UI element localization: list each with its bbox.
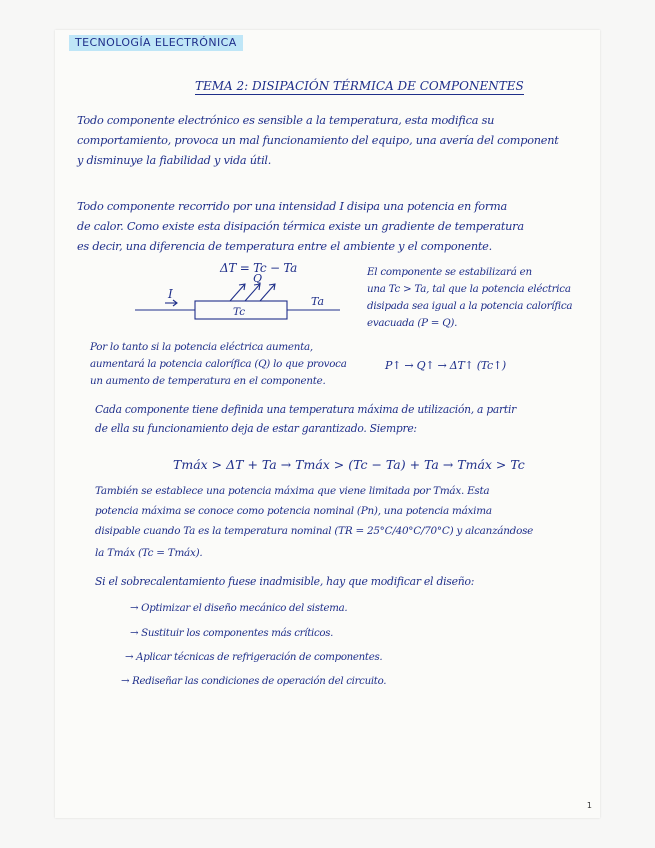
p5-line-4: la Tmáx (Tc = Tmáx). [95, 547, 203, 559]
side-note-line-1: El componente se estabilizará en [367, 266, 532, 278]
p3-line-3: un aumento de temperatura en el componente. [90, 375, 326, 387]
p5-line-3: disipable cuando Ta es la temperatura nominal (TR = 25°C/40°C/70°C) y alcanzándose [95, 525, 534, 537]
p2-line-3: es decir, una diferencia de temperatura entre el ambiente y el componente. [77, 240, 492, 253]
current-label: I [168, 287, 173, 301]
bullet-item: → Rediseñar las condiciones de operación del circuito. [121, 676, 387, 687]
page-title: TEMA 2: DISIPACIÓN TÉRMICA DE COMPONENTES [195, 79, 524, 93]
p2-line-1: Todo componente recorrido por una intensidad I disipa una potencia en forma [77, 200, 507, 213]
bullet-item: → Aplicar técnicas de refrigeración de componentes. [125, 652, 383, 663]
p5-line-2: potencia máxima se conoce como potencia nominal (Pn), una potencia máxima [95, 505, 492, 517]
heat-diagram [135, 258, 345, 328]
page-number: 1 [586, 801, 592, 810]
p5-line-1: También se establece una potencia máxima que viene limitada por Tmáx. Esta [95, 485, 490, 497]
p1-line-2: comportamiento, provoca un mal funcionamiento del equipo, una avería del component [77, 134, 559, 147]
p3-line-2: aumentará la potencia calorífica (Q) lo que provoca [90, 358, 347, 370]
heat-label: Q [253, 272, 263, 285]
p4-line-1: Cada componente tiene definida una temperatura máxima de utilización, a partir [95, 403, 516, 416]
side-note-line-4: evacuada (P = Q). [367, 317, 458, 329]
p2-line-2: de calor. Como existe esta disipación térmica existe un gradiente de temperatura [77, 220, 524, 233]
subject-highlight: TECNOLOGÍA ELECTRÓNICA [69, 35, 243, 51]
p6-line: Si el sobrecalentamiento fuese inadmisible, hay que modificar el diseño: [95, 575, 475, 588]
notebook-page [55, 30, 600, 818]
delta-t-equation: ΔT = Tc − Ta [220, 261, 298, 275]
bullet-item: → Sustituir los componentes más críticos. [130, 628, 334, 639]
ambient-temp-label: Ta [311, 295, 325, 308]
max-temp-equation: Tmáx > ΔT + Ta → Tmáx > (Tc − Ta) + Ta → Tmáx > Tc [173, 457, 525, 472]
p4-line-2: de ella su funcionamiento deja de estar garantizado. Siempre: [95, 422, 417, 435]
p1-line-1: Todo componente electrónico es sensible a la temperatura, esta modifica su [77, 114, 495, 127]
side-note-line-3: disipada sea igual a la potencia calorífica [367, 300, 573, 312]
component-temp-label: Tc [233, 306, 246, 318]
p3-line-1: Por lo tanto si la potencia eléctrica aumenta, [90, 341, 313, 353]
bullet-item: → Optimizar el diseño mecánico del sistema. [130, 603, 348, 614]
side-note-line-2: una Tc > Ta, tal que la potencia eléctrica [367, 283, 571, 295]
p1-line-3: y disminuye la fiabilidad y vida útil. [77, 154, 272, 167]
power-relation: P↑ → Q↑ → ΔT↑ (Tc↑) [385, 359, 506, 372]
